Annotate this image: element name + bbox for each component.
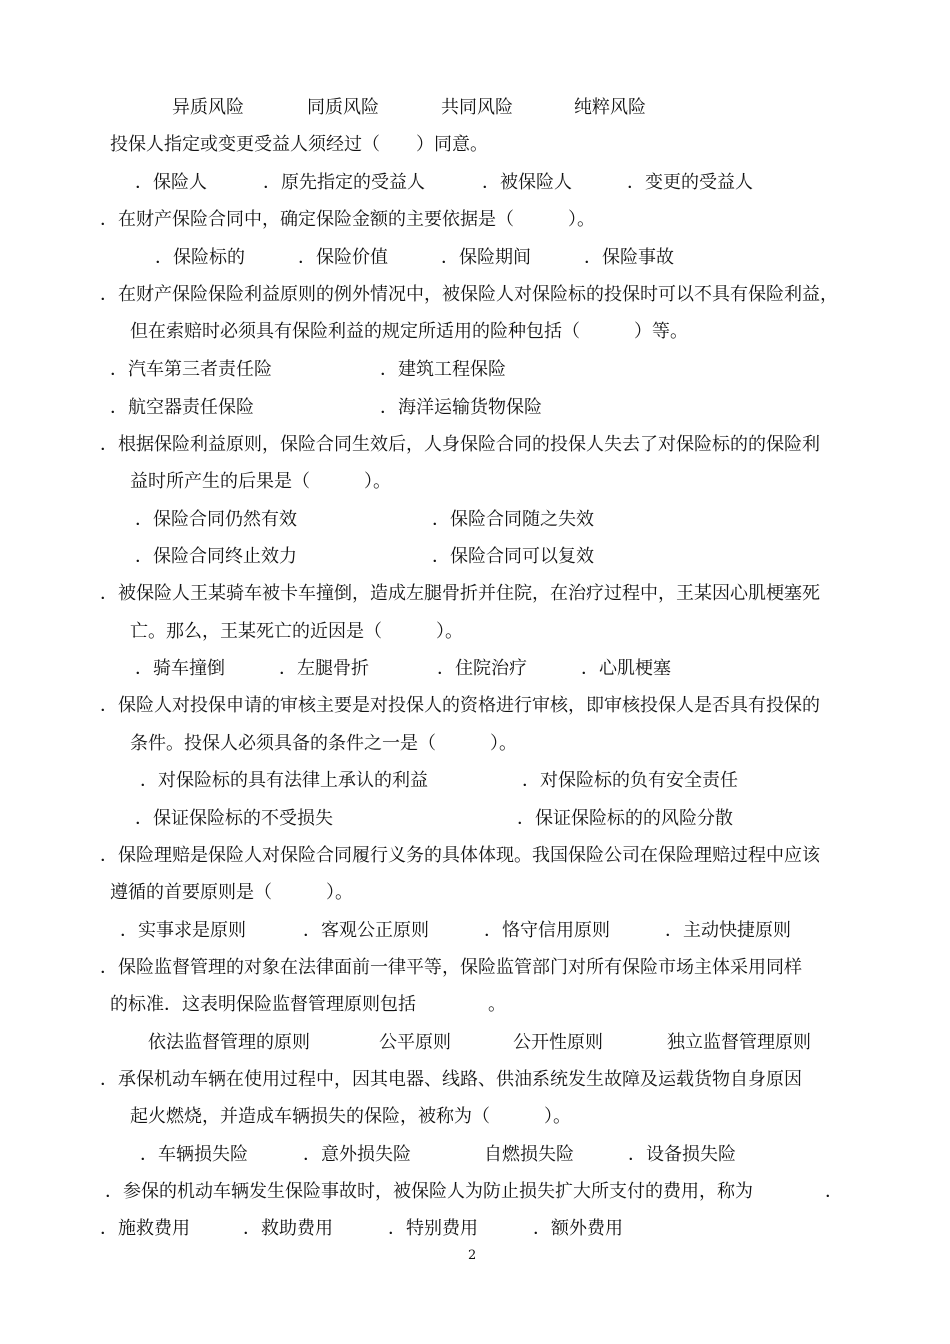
question-continuation: 遵循的首要原则是（ ）。 (110, 882, 353, 903)
option-b: ．对保险标的负有安全责任 (522, 770, 738, 791)
option-b: ．保险合同随之失效 (432, 509, 594, 530)
option-a: 依法监督管理的原则 (148, 1032, 310, 1053)
option-d: ．保险合同可以复效 (432, 546, 594, 567)
option-d: ．变更的受益人 (627, 172, 753, 193)
question-beneficiary: 投保人指定或变更受益人须经过（ ）同意。 (110, 134, 488, 155)
option-d: ．保险事故 (584, 247, 674, 268)
option-b: 公平原则 (379, 1032, 451, 1053)
option-a: ．车辆损失险 (140, 1144, 248, 1165)
option-pure-risk: 纯粹风险 (574, 97, 646, 118)
question-continuation: 益时所产生的后果是（ ）。 (130, 471, 391, 492)
option-a: ．对保险标的具有法律上承认的利益 (140, 770, 428, 791)
question-continuation: 亡。那么，王某死亡的近因是（ ）。 (130, 621, 463, 642)
option-b: ．左腿骨折 (279, 658, 369, 679)
question-vehicle-fire: ．承保机动车辆在使用过程中，因其电器、线路、供油系统发生故障及运载货物自身原因 (100, 1069, 802, 1090)
option-heterogeneous-risk: 异质风险 (172, 97, 244, 118)
option-a: ．保险合同仍然有效 (135, 509, 297, 530)
option-b: ．意外损失险 (303, 1144, 411, 1165)
option-c: ．恪守信用原则 (484, 920, 610, 941)
question-life-insurance-interest: ．根据保险利益原则，保险合同生效后，人身保险合同的投保人失去了对保险标的的保险利 (100, 434, 820, 455)
question-continuation: 起火燃烧，并造成车辆损失的保险，被称为（ ）。 (130, 1106, 571, 1127)
question-rescue-expense: ．参保的机动车辆发生保险事故时，被保险人为防止损失扩大所支付的费用，称为 ． (105, 1181, 843, 1202)
option-d: ．海洋运输货物保险 (380, 397, 542, 418)
option-c: 自燃损失险 (484, 1144, 574, 1165)
option-c: ．保证保险标的不受损失 (135, 808, 333, 829)
option-homogeneous-risk: 同质风险 (307, 97, 379, 118)
question-insurable-interest: ．在财产保险保险利益原则的例外情况中，被保险人对保险标的投保时可以不具有保险利益， (100, 284, 838, 305)
option-c: ．保险期间 (441, 247, 531, 268)
option-a: ．汽车第三者责任险 (110, 359, 272, 380)
question-continuation: 条件。投保人必须具备的条件之一是（ ）。 (130, 733, 517, 754)
option-d: ．主动快捷原则 (665, 920, 791, 941)
question-continuation: 的标准．这表明保险监督管理原则包括 。 (110, 994, 506, 1015)
question-insured-amount: ．在财产保险合同中，确定保险金额的主要依据是（ ）。 (100, 209, 595, 230)
option-b: ．客观公正原则 (303, 920, 429, 941)
option-c: 公开性原则 (513, 1032, 603, 1053)
question-underwriting-review: ．保险人对投保申请的审核主要是对投保人的资格进行审核，即审核投保人是否具有投保的 (100, 695, 820, 716)
page-number: 2 (468, 1248, 477, 1263)
question-supervision-principle: ．保险监督管理的对象在法律面前一律平等，保险监管部门对所有保险市场主体采用同样 (100, 957, 802, 978)
option-common-risk: 共同风险 (441, 97, 513, 118)
option-c: ．特别费用 (388, 1218, 478, 1239)
option-d: ．心肌梗塞 (581, 658, 671, 679)
option-d: ．保证保险标的的风险分散 (517, 808, 733, 829)
option-d: ．设备损失险 (628, 1144, 736, 1165)
option-b: ．原先指定的受益人 (263, 172, 425, 193)
question-proximate-cause: ．被保险人王某骑车被卡车撞倒，造成左腿骨折并住院，在治疗过程中，王某因心肌梗塞死 (100, 583, 820, 604)
option-a: ．保险人 (135, 172, 207, 193)
option-b: ．救助费用 (243, 1218, 333, 1239)
option-a: ．施救费用 (100, 1218, 190, 1239)
option-d: ．额外费用 (533, 1218, 623, 1239)
option-b: ．建筑工程保险 (380, 359, 506, 380)
option-c: ．住院治疗 (437, 658, 527, 679)
option-a: ．骑车撞倒 (135, 658, 225, 679)
option-a: ．保险标的 (155, 247, 245, 268)
option-d: 独立监督管理原则 (667, 1032, 811, 1053)
option-c: ．保险合同终止效力 (135, 546, 297, 567)
option-b: ．保险价值 (298, 247, 388, 268)
question-continuation: 但在索赔时必须具有保险利益的规定所适用的险种包括（ ）等。 (130, 321, 688, 342)
question-claim-principle: ．保险理赔是保险人对保险合同履行义务的具体体现。我国保险公司在保险理赔过程中应该 (100, 845, 820, 866)
option-a: ．实事求是原则 (120, 920, 246, 941)
option-c: ．航空器责任保险 (110, 397, 254, 418)
option-c: ．被保险人 (482, 172, 572, 193)
